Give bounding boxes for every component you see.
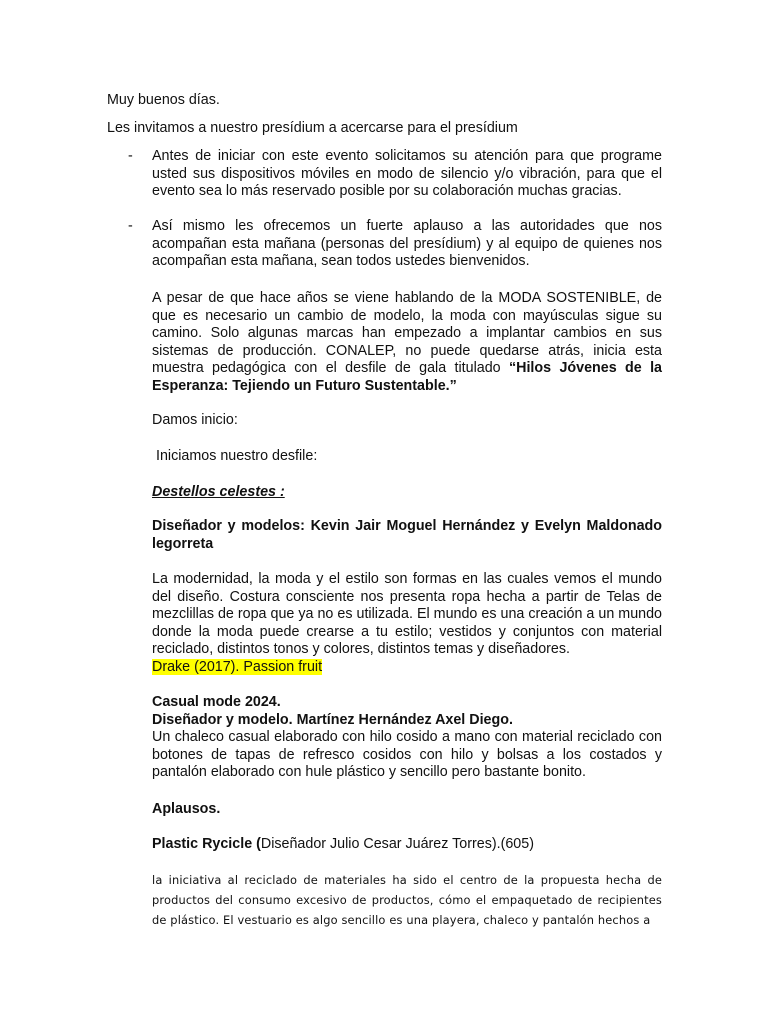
music-credit-highlight: Drake (2017). Passion fruit	[152, 659, 323, 675]
section-description-casual: Un chaleco casual elaborado con hilo cosido a mano con material reciclado con botones de tapas de refresco cosidos con hilo y bolsas a los costados y pantalón elaborado con hule plástico y sencillo pero bastante bonito.	[152, 729, 662, 781]
section-title-destellos: Destellos celestes :	[152, 484, 285, 500]
bullet-marker: -	[128, 148, 133, 164]
bullet-item-silence: Antes de iniciar con este evento solicitamos su atención para que programe usted sus dispositivos móviles en modo de silencio y/o vibración, para que el evento sea lo más reservado posible por su colaboración muchas gracias.	[152, 148, 662, 200]
section-description-plastic: la iniciativa al reciclado de materiales ha sido el centro de la propuesta hecha de productos del consumo excesivo de productos, cómo el empaquetado de recipientes de plástico. El vestuario es algo sencillo es una playera, chaleco y pantalón hechos a	[152, 873, 662, 927]
invitation-line: Les invitamos a nuestro presídium a acercarse para el presídium	[107, 120, 518, 136]
section-designers-destellos: Diseñador y modelos: Kevin Jair Moguel Hernández y Evelyn Maldonado legorreta	[152, 518, 662, 552]
bullet-marker: -	[128, 218, 133, 234]
section-designer-casual: Diseñador y modelo. Martínez Hernández Axel Diego.	[152, 712, 513, 728]
gala-title: “Hilos Jóvenes de la Esperanza: Tejiendo un Futuro Sustentable.”	[152, 360, 662, 394]
bullet-item-applause: Así mismo les ofrecemos un fuerte aplauso a las autoridades que nos acompañan esta mañana (personas del presídium) y al equipo de quienes nos acompañan esta mañana, sean todos ustedes bienvenidos.	[152, 218, 662, 270]
section-title-plastic	[152, 836, 534, 854]
intro-text: A pesar de que hace años se viene hablando de la MODA SOSTENIBLE, de que es necesario un cambio de modelo, la moda con mayúsculas sigue su camino. Solo algunas marcas han empezado a implantar cambios en sus sistemas de producción. CONALEP, no puede quedarse atrás, inicia esta muestra pedagógica con el desfile de gala titulado	[152, 290, 662, 377]
intro-paragraph	[152, 290, 662, 396]
greeting-line: Muy buenos días.	[107, 92, 220, 108]
plastic-title: Plastic Rycicle (	[152, 836, 261, 852]
applause-line: Aplausos.	[152, 801, 221, 817]
section-description-destellos: La modernidad, la moda y el estilo son formas en las cuales vemos el mundo del diseño. Costura consciente nos presenta ropa hecha a partir de Telas de mezclillas de ropa que ya no es utilizada. El mundo es una creación a un mundo donde la moda puede crearse a tu estilo; vestidos y conjuntos con material reciclado, distintos tonos y colores, distintos temas y diseñadores.	[152, 571, 662, 658]
start-line: Damos inicio:	[152, 412, 238, 428]
plastic-designer: Diseñador Julio Cesar Juárez Torres).(605)	[260, 836, 534, 852]
music-credit	[152, 659, 322, 677]
section-title-casual: Casual mode 2024.	[152, 694, 281, 710]
parade-line: Iniciamos nuestro desfile:	[152, 448, 318, 464]
